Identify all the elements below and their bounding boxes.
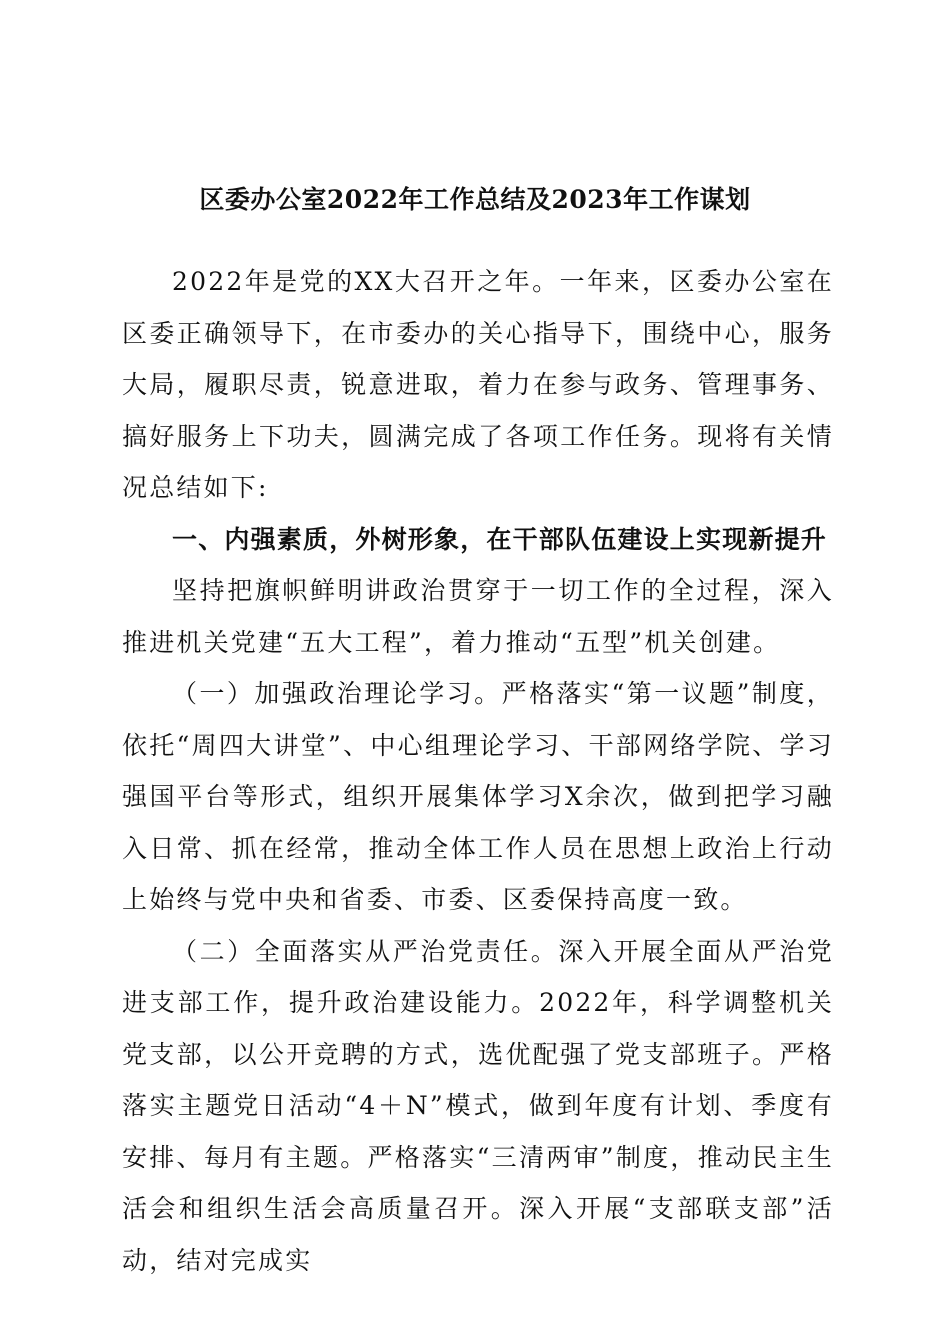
section-1-summary-paragraph: 坚持把旗帜鲜明讲政治贯穿于一切工作的全过程，深入推进机关党建“五大工程”，着力推动“五型”机关创建。 <box>122 576 834 657</box>
intro-paragraph: 2022年是党的XX大召开之年。一年来，区委办公室在区委正确领导下，在市委办的关心指导下，围绕中心，服务大局，履职尽责，锐意进取，着力在参与政务、管理事务、搞好服务上下功夫，圆满完成了各项工作任务。现将有关情况总结如下: <box>122 267 834 502</box>
document-title: 区委办公室2022年工作总结及2023年工作谋划 <box>199 185 751 214</box>
subsection-2-paragraph: （二）全面落实从严治党责任。深入开展全面从严治党进支部工作，提升政治建设能力。2022年，科学调整机关党支部，以公开竞聘的方式，选优配强了党支部班子。严格落实主题党日活动“4＋N”模式，做到年度有计划、季度有安排、每月有主题。严格落实“三清两审”制度，推动民主生活会和组织生活会高质量召开。深入开展“支部联支部”活动，结对完成实 <box>122 936 834 1275</box>
subsection-1-paragraph: （一）加强政治理论学习。严格落实“第一议题”制度，依托“周四大讲堂”、中心组理论学习、干部网络学院、学习强国平台等形式，组织开展集体学习X余次，做到把学习融入日常、抓在经常，推动全体工作人员在思想上政治上行动上始终与党中央和省委、市委、区委保持高度一致。 <box>122 679 834 914</box>
document-body <box>122 256 834 1286</box>
section-heading-1: 一、内强素质，外树形象，在干部队伍建设上实现新提升 <box>172 524 828 554</box>
